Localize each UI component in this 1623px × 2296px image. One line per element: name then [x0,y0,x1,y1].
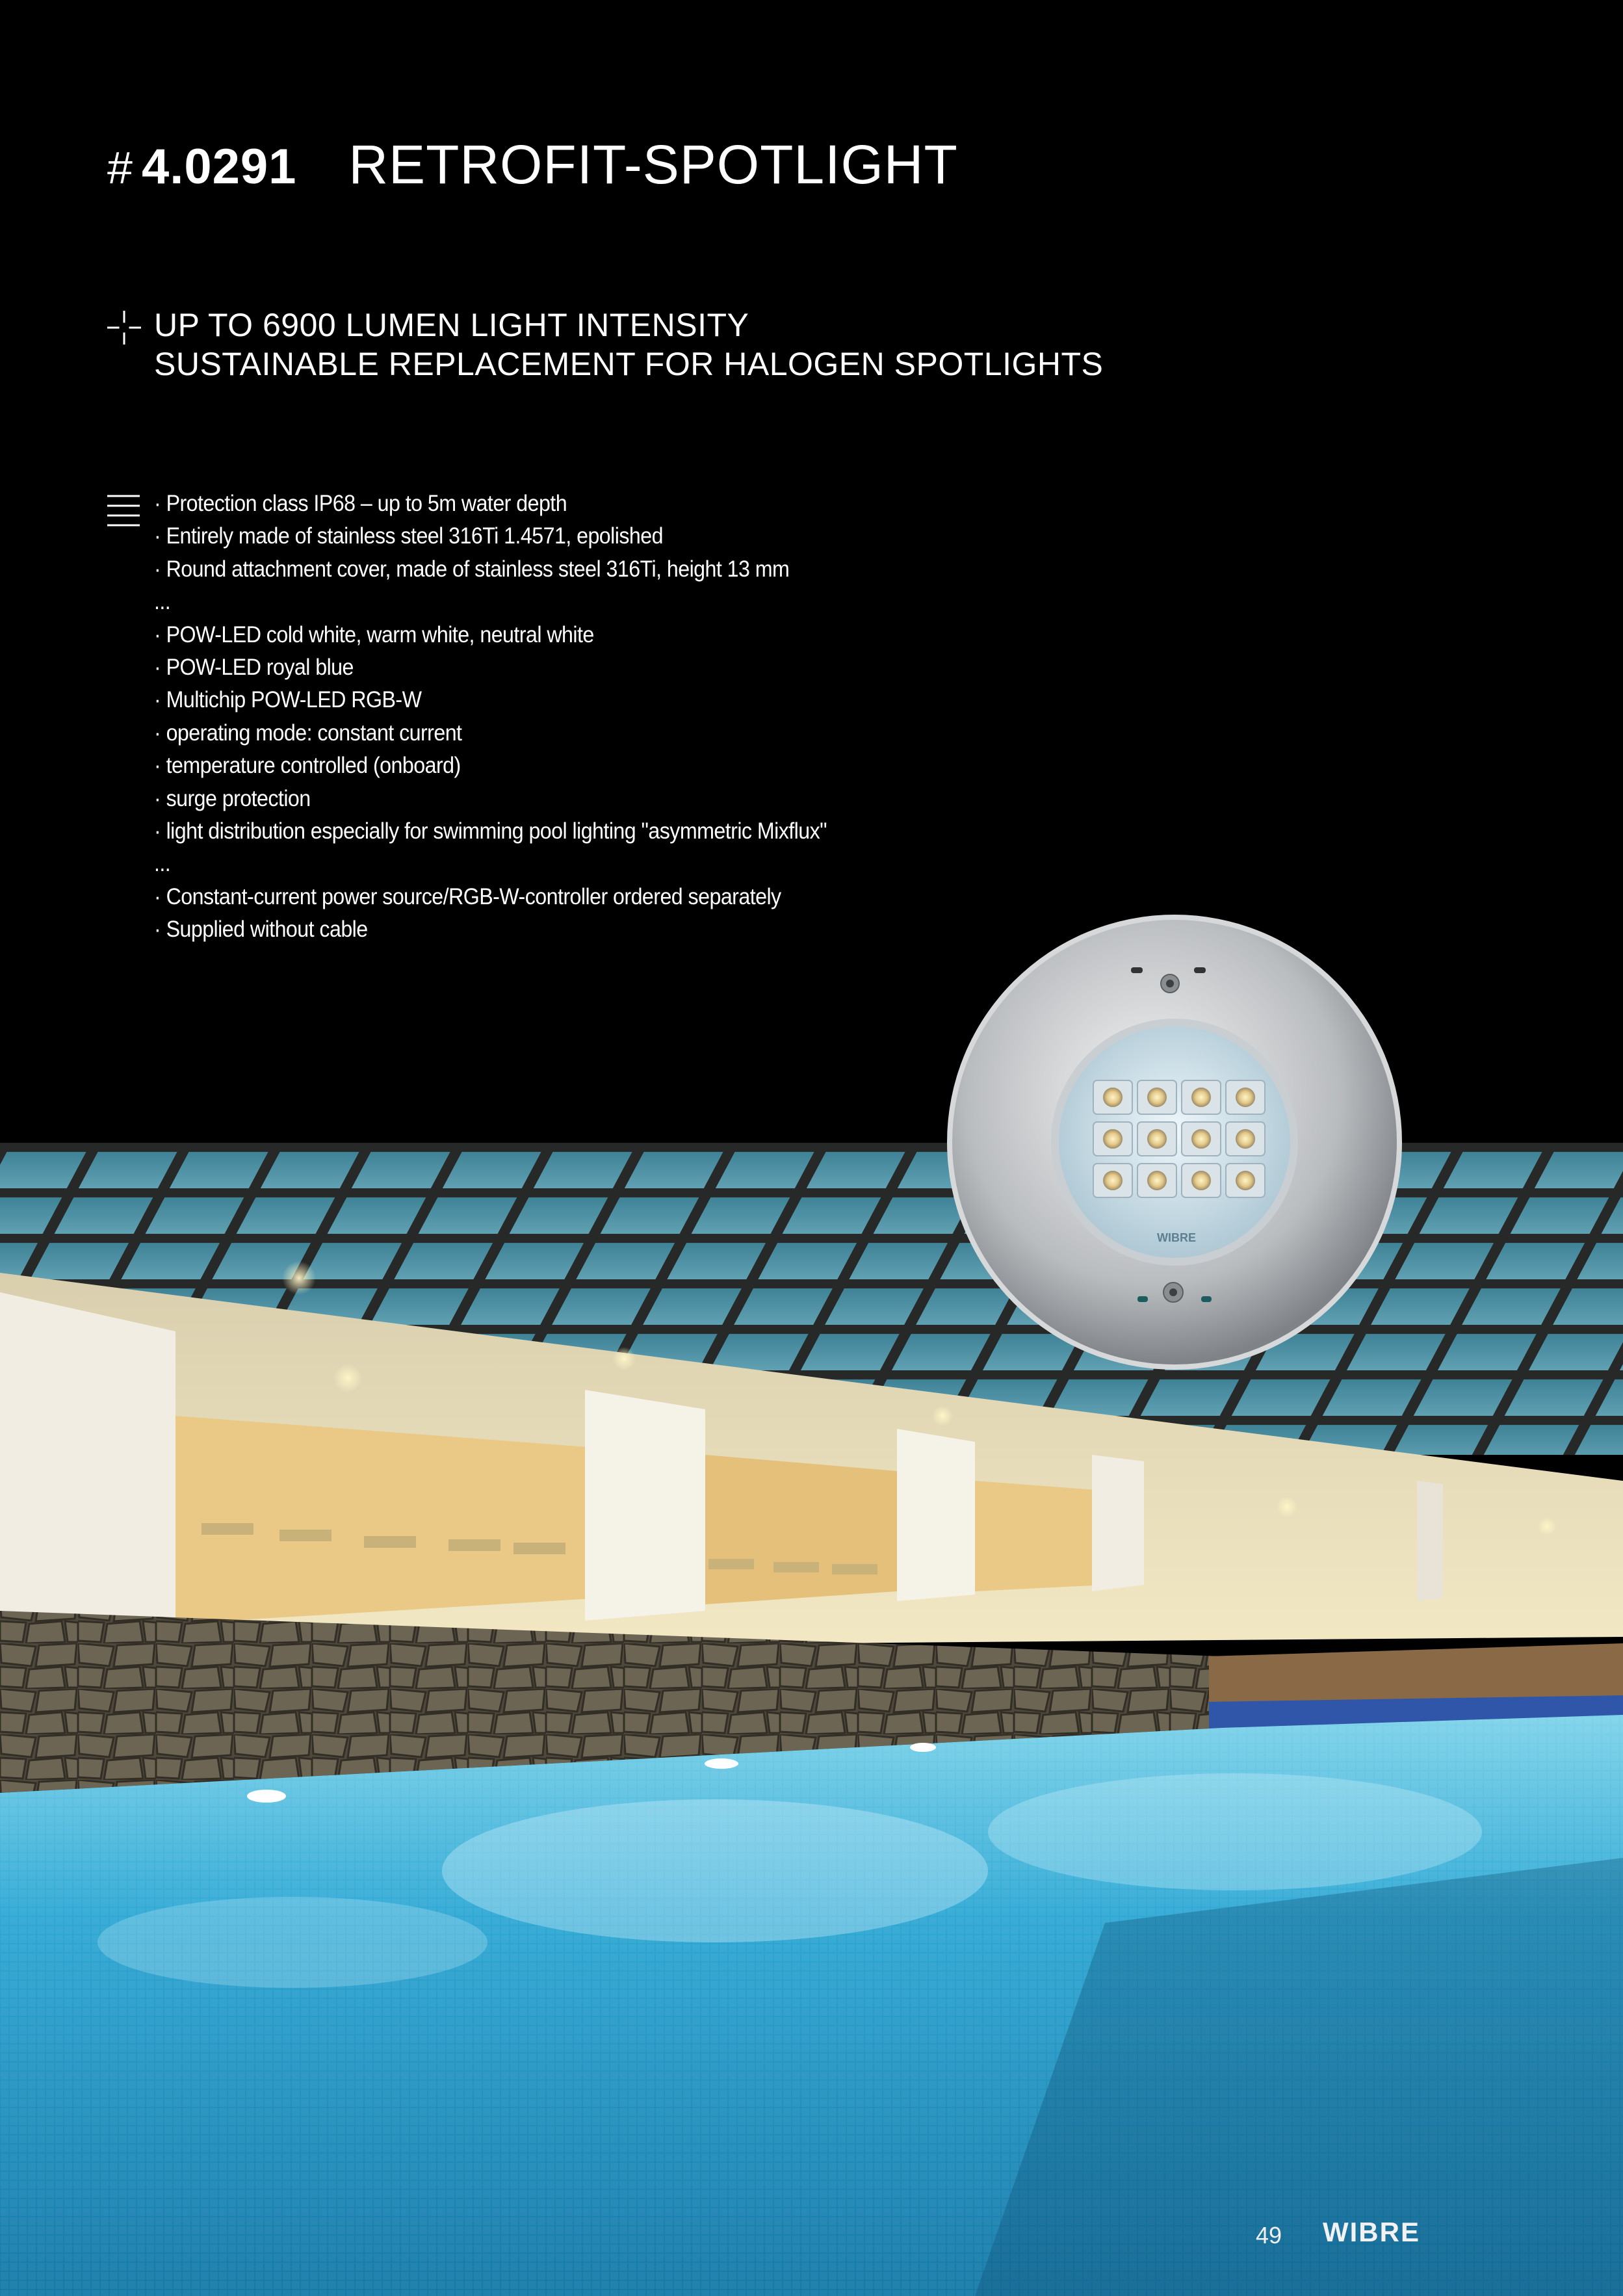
feature-item: · surge protection [154,785,311,811]
feature-item: · Round attachment cover, made of stainless steel 316Ti, height 13 mm [154,556,790,582]
page-number: 49 [1256,2222,1282,2249]
feature-separator: ... [154,851,171,877]
feature-item: · Protection class IP68 – up to 5m water depth [154,491,567,516]
feature-list [154,488,885,946]
product-title [107,133,958,198]
feature-separator: ... [154,589,171,615]
feature-item: · POW-LED royal blue [154,654,354,680]
product-logo-label: WIBRE [1157,1231,1196,1244]
feature-item: · Constant-current power source/RGB-W-controller ordered separately [154,883,781,909]
feature-item: · temperature controlled (onboard) [154,753,461,779]
product-number: 4.0291 [141,139,297,194]
brand-logo: WIBRE [1323,2217,1420,2247]
feature-item: · Multichip POW-LED RGB-W [154,687,422,713]
feature-item: · light distribution especially for swimming pool lighting "asymmetric Mixflux" [154,818,827,844]
tagline-line: SUSTAINABLE REPLACEMENT FOR HALOGEN SPOTLIGHTS [154,346,1104,382]
sparkle-icon [107,311,141,345]
product-name: RETROFIT-SPOTLIGHT [348,134,958,195]
tagline-line: UP TO 6900 LUMEN LIGHT INTENSITY [154,307,749,343]
spotlight-product-image [942,910,1407,1375]
feature-item: · POW-LED cold white, warm white, neutral white [154,621,594,647]
feature-item: · Supplied without cable [154,917,368,943]
feature-item: · operating mode: constant current [154,720,462,746]
title-hash: # [107,142,133,193]
menu-lines-icon [107,494,140,528]
feature-item: · Entirely made of stainless steel 316Ti 1.4571, epolished [154,523,663,549]
